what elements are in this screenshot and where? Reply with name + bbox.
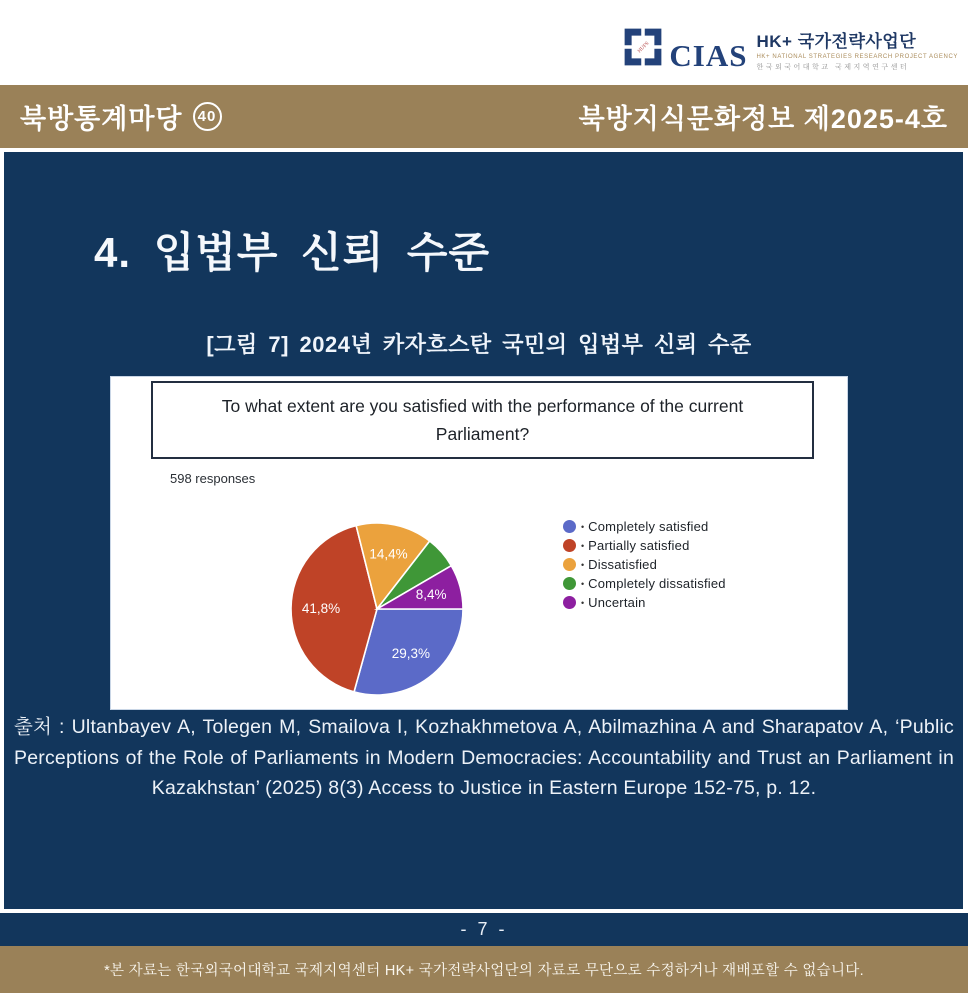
issue-number-badge: 40 (193, 102, 222, 131)
org-name-korean: 한국외국어대학교 국제지역연구센터 (756, 64, 910, 71)
legend-bullet-icon: • (581, 540, 585, 551)
hufs-label: HUFS (637, 40, 651, 55)
chart-legend (563, 517, 726, 612)
source-line: Perceptions of the Role of Parliaments in Modern Democracies: Accountability and Trust an Parliament in (14, 746, 954, 769)
legend-color-dot (563, 539, 576, 552)
org-name-english: HK+ NATIONAL STRATEGIES RESEARCH PROJECT AGENCY (756, 54, 958, 60)
cias-wordmark: CIAS (669, 38, 748, 73)
survey-question-box: To what extent are you satisfied with the performance of the current Parliament? (151, 381, 814, 459)
org-name: HK+ 국가전략사업단 (756, 32, 917, 52)
legend-item (563, 555, 726, 574)
header-bar (0, 85, 968, 148)
figure-caption: [그림 7] 2024년 카자흐스탄 국민의 입법부 신뢰 수준 (206, 332, 752, 357)
content-panel (4, 152, 963, 909)
legend-label: Completely satisfied (588, 519, 709, 534)
legend-color-dot (563, 520, 576, 533)
legend-label: Uncertain (588, 595, 646, 610)
pie-slice-label: 8,4% (415, 586, 447, 602)
legend-color-dot (563, 596, 576, 609)
cias-knot-icon (622, 26, 664, 73)
header-issue-title: 북방지식문화정보 제2025-4호 (578, 104, 948, 134)
legend-label: Completely dissatisfied (588, 576, 726, 591)
header-series-label: 북방통계마당 (20, 104, 183, 134)
footer-disclaimer: *본 자료는 한국외국어대학교 국제지역센터 HK+ 국가전략사업단의 자료로 무단으로 수정하거나 재배포할 수 없습니다. (104, 963, 864, 979)
legend-bullet-icon: • (581, 521, 585, 532)
source-citation (14, 712, 954, 804)
pie-chart (277, 509, 477, 709)
agency-logo (622, 26, 958, 73)
legend-item (563, 517, 726, 536)
legend-label: Partially satisfied (588, 538, 690, 553)
legend-bullet-icon: • (581, 559, 585, 570)
legend-bullet-icon: • (581, 578, 585, 589)
source-line: 출처 : Ultanbayev A, Tolegen M, Smailova I, Kozhakhmetova A, Abilmazhina A and Sharapatov A, ‘Public (14, 716, 954, 738)
page-number: - 7 - (0, 913, 968, 946)
pie-slice-label: 14,4% (369, 546, 408, 562)
legend-item (563, 536, 726, 555)
responses-count: 598 responses (170, 471, 256, 486)
legend-color-dot (563, 558, 576, 571)
legend-item (563, 574, 726, 593)
legend-item (563, 593, 726, 612)
section-title: 4. 입법부 신뢰 수준 (94, 229, 491, 276)
header-series-title (20, 97, 222, 136)
pie-slice-label: 41,8% (301, 600, 341, 616)
footer-disclaimer-bar (0, 946, 968, 993)
pie-slice-label: 29,3% (391, 646, 431, 662)
source-line: Kazakhstan’ (2025) 8(3) Access to Justice in Eastern Europe 152-75, p. 12. (151, 777, 817, 799)
figure-panel (110, 376, 848, 710)
legend-label: Dissatisfied (588, 557, 658, 572)
legend-color-dot (563, 577, 576, 590)
legend-bullet-icon: • (581, 597, 585, 608)
pie-chart-container (277, 509, 477, 709)
